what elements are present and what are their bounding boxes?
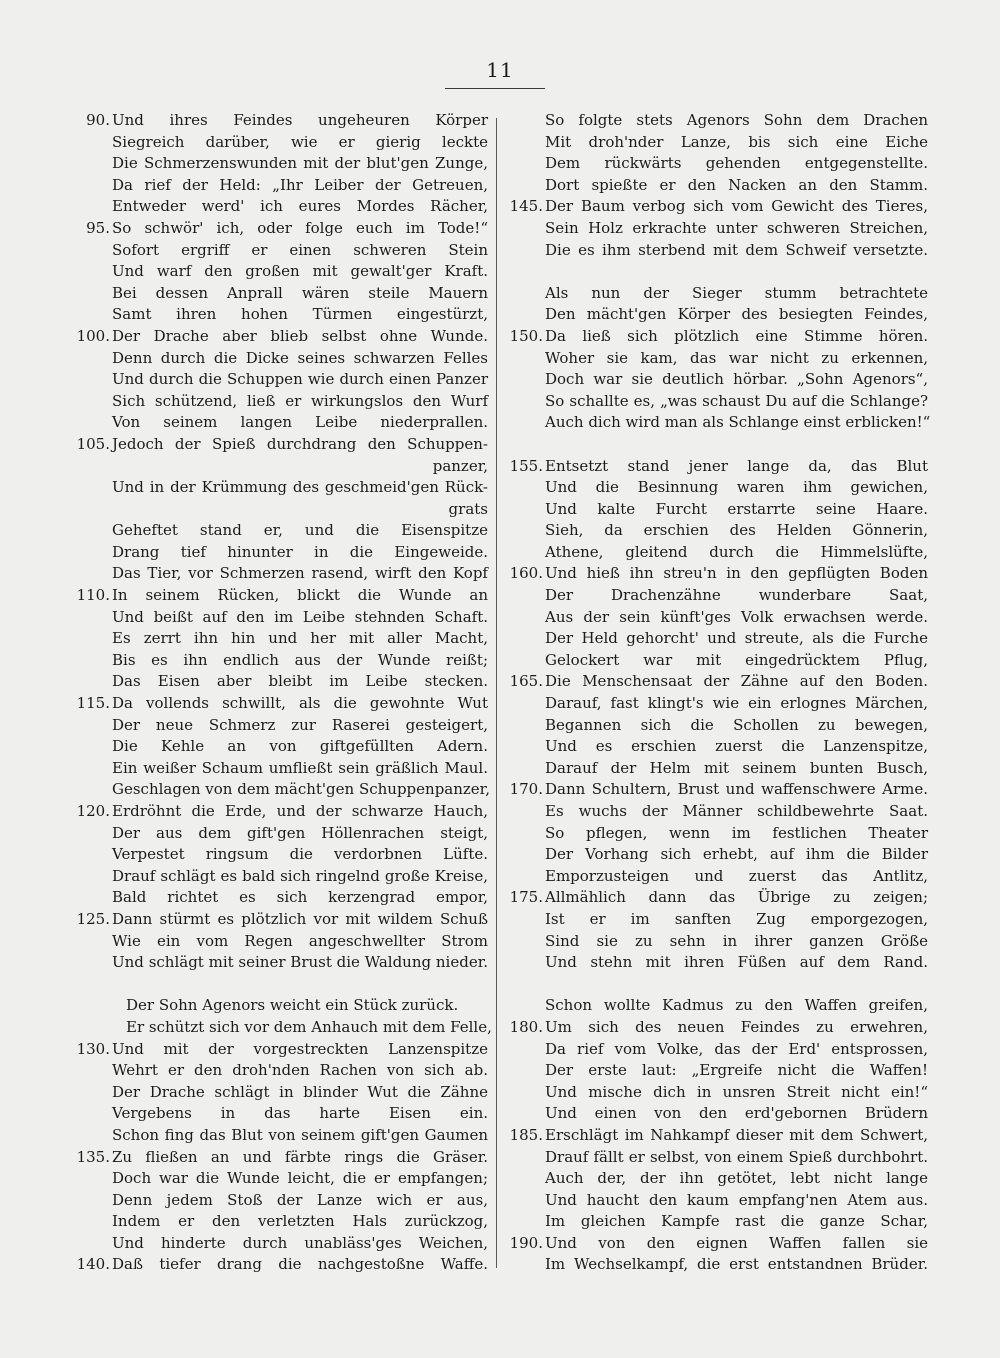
verse-line — [70, 563, 488, 585]
verse-text: Die Menschensaat der Zähne auf den Boden. — [545, 672, 928, 691]
verse-line — [70, 628, 488, 650]
verse-line — [70, 348, 488, 370]
verse-line — [70, 866, 488, 888]
verse-line — [503, 499, 928, 521]
verse-line — [503, 175, 928, 197]
verse-line — [503, 434, 928, 456]
verse-text: Vergebens in das harte Eisen ein. — [112, 1104, 488, 1123]
verse-text: Das Tier, vor Schmerzen rasend, wirft den Kopf — [112, 564, 488, 583]
verse-line — [70, 801, 488, 823]
verse-line — [503, 391, 928, 413]
verse-text: Es wuchs der Männer schildbewehrte Saat. — [545, 802, 928, 820]
verse-text: Mit droh'nder Lanze, bis sich eine Eiche — [545, 132, 928, 151]
verse-text: Begannen sich die Schollen zu bewegen, — [545, 715, 928, 734]
verse-text: Bei dessen Anprall wären steile Mauern — [112, 283, 488, 302]
verse-text: Schon fing das Blut von seinem gift'gen Gaumen — [112, 1125, 488, 1144]
verse-text: Im Wechselkampf, die erst entstandnen Brüder. — [545, 1255, 928, 1274]
verse-line — [503, 304, 928, 326]
line-number: 160. — [509, 564, 543, 583]
line-number: 175. — [509, 888, 543, 907]
verse-text: Und es erschien zuerst die Lanzenspitze, — [545, 737, 928, 756]
verse-line — [70, 974, 488, 996]
verse-line — [503, 348, 928, 370]
verse-line — [70, 1147, 488, 1169]
verse-line — [70, 240, 488, 262]
line-number: 165. — [509, 672, 543, 691]
verse-line — [503, 758, 928, 780]
verse-text: So schwör' ich, oder folge euch im Tode!“ — [112, 218, 488, 237]
verse-text: Und hinderte durch unabläss'ges Weichen, — [112, 1233, 488, 1252]
verse-text: Daß tiefer drang die nachgestoßne Waffe. — [112, 1255, 488, 1274]
verse-text: Dort spießte er den Nacken an den Stamm. — [545, 175, 928, 194]
verse-text: Zu fließen an und färbte rings die Gräser. — [112, 1147, 488, 1166]
verse-text: Entsetzt stand jener lange da, das Blut — [545, 456, 928, 475]
verse-line — [70, 758, 488, 780]
verse-line — [70, 218, 488, 240]
verse-line — [70, 1060, 488, 1082]
line-number: 100. — [76, 326, 110, 345]
left-column — [70, 110, 492, 1276]
line-number: 125. — [76, 909, 110, 928]
verse-text: Und haucht den kaum empfang'nen Atem aus. — [545, 1190, 928, 1209]
verse-text: Und durch die Schuppen wie durch einen Panzer — [112, 370, 488, 389]
verse-text: Im gleichen Kampfe rast die ganze Schar, — [545, 1212, 928, 1231]
verse-text: Da vollends schwillt, als die gewohnte Wut — [112, 694, 488, 713]
verse-line — [70, 1039, 488, 1061]
line-number: 115. — [76, 694, 110, 713]
verse-line — [503, 240, 928, 262]
verse-text: Und beißt auf den im Leibe stehnden Schaft. — [112, 607, 488, 626]
verse-line — [70, 304, 488, 326]
verse-text: Er schützt sich vor dem Anhauch mit dem Felle, — [126, 1017, 492, 1036]
verse-text: So pflegen, wenn im festlichen Theater — [545, 823, 928, 842]
right-column — [503, 110, 931, 1276]
verse-text: So folgte stets Agenors Sohn dem Drachen — [545, 111, 928, 129]
verse-text: Die Kehle an von giftgefüllten Adern. — [112, 737, 488, 756]
verse-line — [70, 261, 488, 283]
page-number: 11 — [486, 58, 514, 82]
verse-line — [503, 607, 928, 629]
verse-text: Denn durch die Dicke seines schwarzen Felles — [112, 348, 488, 367]
verse-text: Wie ein vom Regen angeschwellter Strom — [112, 931, 488, 950]
verse-text: Die es ihm sterbend mit dem Schweif versetzte. — [545, 240, 928, 259]
verse-text: Um sich des neuen Feindes zu erwehren, — [545, 1017, 928, 1036]
verse-line — [70, 650, 488, 672]
verse-line — [70, 995, 488, 1017]
verse-line — [70, 779, 488, 801]
verse-line — [70, 412, 488, 434]
verse-text: Und einen von den erd'gebornen Brüdern — [545, 1104, 928, 1123]
verse-text: Ein weißer Schaum umfließt sein gräßlich Maul. — [112, 758, 488, 777]
verse-text: Sein Holz erkrachte unter schweren Streichen, — [545, 218, 928, 237]
verse-text: Allmählich dann das Übrige zu zeigen; — [545, 888, 928, 907]
line-number: 150. — [509, 326, 543, 345]
verse-line — [70, 671, 488, 693]
verse-text: Doch war sie deutlich hörbar. „Sohn Agenors“, — [545, 370, 928, 389]
verse-text: Emporzusteigen und zuerst das Antlitz, — [545, 866, 928, 885]
verse-text: Der Vorhang sich erhebt, auf ihm die Bilder — [545, 845, 928, 864]
verse-line — [503, 283, 928, 305]
verse-line — [70, 1125, 488, 1147]
line-number: 90. — [86, 111, 110, 129]
verse-line — [70, 1190, 488, 1212]
verse-text: Gelockert war mit eingedrücktem Pflug, — [545, 650, 928, 669]
verse-text: Entweder werd' ich eures Mordes Rächer, — [112, 197, 488, 216]
verse-line — [503, 995, 928, 1017]
verse-line — [503, 261, 928, 283]
verse-text: Sieh, da erschien des Helden Gönnerin, — [545, 521, 928, 540]
verse-text: Jedoch der Spieß durchdrang den Schuppen- — [112, 434, 488, 453]
verse-line — [503, 585, 928, 607]
verse-text: Und kalte Furcht erstarrte seine Haare. — [545, 499, 928, 518]
verse-line — [503, 715, 928, 737]
verse-text: Drauf fällt er selbst, von einem Spieß durchbohrt. — [545, 1147, 928, 1166]
verse-line — [503, 1103, 928, 1125]
verse-text: Da ließ sich plötzlich eine Stimme hören. — [545, 326, 928, 345]
line-number: 190. — [509, 1233, 543, 1252]
verse-text: Geschlagen von dem mächt'gen Schuppenpanzer, — [112, 780, 490, 799]
verse-text: Das Eisen aber bleibt im Leibe stecken. — [112, 672, 488, 691]
verse-line — [503, 974, 928, 996]
verse-line — [70, 607, 488, 629]
verse-line — [70, 715, 488, 737]
verse-line — [70, 326, 488, 348]
line-number: 105. — [76, 434, 110, 453]
verse-text: Der Held gehorcht' und streute, als die Furche — [545, 629, 928, 648]
verse-line — [503, 887, 928, 909]
verse-line — [70, 153, 488, 175]
verse-line — [503, 1125, 928, 1147]
verse-text: Der Drache aber blieb selbst ohne Wunde. — [112, 326, 488, 345]
verse-line — [70, 1082, 488, 1104]
verse-line — [70, 391, 488, 413]
verse-text: Es zerrt ihn hin und her mit aller Macht, — [112, 629, 488, 648]
verse-line — [70, 1103, 488, 1125]
verse-text: Aus der sein künft'ges Volk erwachsen werde. — [545, 607, 928, 626]
verse-line — [503, 218, 928, 240]
verse-text: Und die Besinnung waren ihm gewichen, — [545, 478, 928, 497]
verse-line — [70, 823, 488, 845]
verse-line — [70, 456, 488, 478]
line-number: 120. — [76, 802, 110, 820]
verse-text: grats — [448, 499, 488, 518]
verse-line — [503, 1211, 928, 1233]
verse-line — [503, 1254, 928, 1276]
verse-text: Dann Schultern, Brust und waffenschwere Arme. — [545, 780, 928, 799]
verse-line — [70, 520, 488, 542]
line-number: 180. — [509, 1017, 543, 1036]
verse-text: So schallte es, „was schaust Du auf die Schlange? — [545, 391, 928, 410]
verse-text: Dann stürmt es plötzlich vor mit wildem Schuß — [112, 909, 488, 928]
verse-line — [70, 196, 488, 218]
verse-line — [503, 693, 928, 715]
verse-line — [70, 844, 488, 866]
verse-line — [503, 801, 928, 823]
verse-line — [503, 196, 928, 218]
verse-text: Samt ihren hohen Türmen eingestürzt, — [112, 305, 488, 324]
verse-line — [503, 1147, 928, 1169]
verse-line — [70, 1254, 488, 1276]
verse-line — [503, 650, 928, 672]
line-number: 130. — [76, 1039, 110, 1058]
verse-text: Der aus dem gift'gen Höllenrachen steigt, — [112, 823, 488, 842]
verse-text: Und mische dich in unsren Streit nicht ein!“ — [545, 1082, 928, 1101]
line-number: 110. — [76, 586, 110, 605]
line-number: 95. — [86, 218, 110, 237]
verse-text: Der Drachenzähne wunderbare Saat, — [545, 586, 928, 605]
verse-line — [503, 779, 928, 801]
verse-text: Drauf schlägt es bald sich ringelnd große Kreise, — [112, 866, 488, 885]
verse-text: Ist er im sanften Zug emporgezogen, — [545, 909, 928, 928]
verse-line — [503, 563, 928, 585]
verse-text: panzer, — [432, 456, 488, 475]
verse-line — [70, 1211, 488, 1233]
verse-text: Und hieß ihn streu'n in den gepflügten Boden — [545, 564, 928, 583]
verse-line — [503, 1017, 928, 1039]
verse-text: Der erste laut: „Ergreife nicht die Waffen! — [545, 1061, 928, 1080]
verse-text: Der Sohn Agenors weicht ein Stück zurück. — [126, 996, 459, 1015]
verse-text: Denn jedem Stoß der Lanze wich er aus, — [112, 1190, 488, 1209]
column-divider — [496, 118, 497, 1268]
verse-text: Als nun der Sieger stumm betrachtete — [545, 283, 928, 302]
verse-line — [503, 326, 928, 348]
line-number: 155. — [509, 456, 543, 475]
verse-line — [503, 477, 928, 499]
verse-text: Der Baum verbog sich vom Gewicht des Tieres, — [545, 197, 928, 216]
verse-line — [503, 1082, 928, 1104]
verse-line — [70, 1017, 492, 1039]
verse-text: Sind sie zu sehn in ihrer ganzen Größe — [545, 931, 928, 950]
line-number: 140. — [76, 1255, 110, 1274]
verse-text: Sofort ergriff er einen schweren Stein — [112, 240, 488, 259]
verse-line — [503, 542, 928, 564]
header-rule — [445, 88, 545, 89]
verse-line — [503, 931, 928, 953]
verse-line — [503, 736, 928, 758]
verse-text: Auch der, der ihn getötet, lebt nicht lange — [545, 1169, 928, 1188]
verse-text: Doch war die Wunde leicht, die er empfangen; — [112, 1169, 488, 1188]
verse-line — [70, 477, 488, 499]
verse-line — [503, 1168, 928, 1190]
verse-line — [503, 412, 931, 434]
verse-line — [70, 887, 488, 909]
verse-text: Erschlägt im Nahkampf dieser mit dem Schwert, — [545, 1125, 928, 1144]
verse-line — [70, 110, 488, 132]
verse-text: Und mit der vorgestreckten Lanzenspitze — [112, 1039, 488, 1058]
line-number: 185. — [509, 1125, 543, 1144]
verse-line — [503, 132, 928, 154]
verse-line — [503, 1190, 928, 1212]
verse-line — [70, 542, 488, 564]
verse-line — [503, 866, 928, 888]
verse-text: Erdröhnt die Erde, und der schwarze Hauch, — [112, 802, 488, 820]
verse-line — [503, 1060, 928, 1082]
verse-text: Dem rückwärts gehenden entgegenstellte. — [545, 154, 928, 173]
verse-text: Der neue Schmerz zur Raserei gesteigert, — [112, 715, 488, 734]
verse-text: Darauf der Helm mit seinem bunten Busch, — [545, 758, 928, 777]
verse-line — [503, 844, 928, 866]
verse-text: Schon wollte Kadmus zu den Waffen greifen, — [545, 996, 928, 1015]
verse-line — [70, 369, 488, 391]
verse-text: Sich schützend, ließ er wirkungslos den Wurf — [112, 391, 488, 410]
verse-line — [70, 1233, 488, 1255]
verse-line — [503, 110, 928, 132]
verse-text: In seinem Rücken, blickt die Wunde an — [112, 586, 488, 605]
verse-text: Und stehn mit ihren Füßen auf dem Rand. — [545, 953, 928, 972]
verse-line — [70, 132, 488, 154]
verse-line — [70, 434, 488, 456]
verse-text: Bis es ihn endlich aus der Wunde reißt; — [112, 650, 488, 669]
verse-line — [503, 823, 928, 845]
verse-text: Darauf, fast klingt's wie ein erlognes Märchen, — [545, 694, 928, 713]
verse-line — [70, 175, 488, 197]
verse-text: Der Drache schlägt in blinder Wut die Zähne — [112, 1082, 488, 1101]
verse-line — [503, 628, 928, 650]
verse-text: Geheftet stand er, und die Eisenspitze — [112, 521, 488, 540]
verse-line — [70, 952, 488, 974]
verse-text: Und ihres Feindes ungeheuren Körper — [112, 111, 488, 129]
verse-text: Woher sie kam, das war nicht zu erkennen, — [545, 348, 928, 367]
verse-line — [503, 671, 928, 693]
verse-line — [503, 369, 928, 391]
verse-text: Drang tief hinunter in die Eingeweide. — [112, 542, 488, 561]
verse-text: Den mächt'gen Körper des besiegten Feindes, — [545, 305, 928, 324]
verse-line — [70, 1168, 488, 1190]
verse-text: Wehrt er den droh'nden Rachen von sich ab. — [112, 1061, 488, 1080]
verse-line — [503, 520, 928, 542]
verse-text: Und schlägt mit seiner Brust die Waldung nieder. — [112, 953, 488, 972]
verse-line — [70, 693, 488, 715]
verse-line — [503, 456, 928, 478]
verse-text: Und in der Krümmung des geschmeid'gen Rück- — [112, 478, 488, 497]
verse-text: Indem er den verletzten Hals zurückzog, — [112, 1212, 488, 1231]
verse-text: Verpestet ringsum die verdorbnen Lüfte. — [112, 845, 488, 864]
verse-line — [70, 499, 488, 521]
verse-line — [70, 931, 488, 953]
verse-text: Athene, gleitend durch die Himmelslüfte, — [545, 542, 928, 561]
line-number: 145. — [509, 197, 543, 216]
verse-text: Da rief der Held: „Ihr Leiber der Getreuen, — [112, 175, 488, 194]
line-number: 135. — [76, 1147, 110, 1166]
verse-line — [70, 909, 488, 931]
verse-line — [503, 1233, 928, 1255]
verse-text: Und warf den großen mit gewalt'ger Kraft. — [112, 262, 488, 281]
verse-line — [503, 153, 928, 175]
verse-text: Siegreich darüber, wie er gierig leckte — [112, 132, 488, 151]
verse-line — [70, 736, 488, 758]
line-number: 170. — [509, 780, 543, 799]
verse-line — [70, 283, 488, 305]
verse-line — [503, 909, 928, 931]
verse-text: Die Schmerzenswunden mit der blut'gen Zunge, — [112, 154, 488, 173]
verse-text: Da rief vom Volke, das der Erd' entsprossen, — [545, 1039, 928, 1058]
verse-text: Und von den eignen Waffen fallen sie — [545, 1233, 928, 1252]
verse-line — [70, 585, 488, 607]
verse-line — [503, 952, 928, 974]
verse-line — [503, 1039, 928, 1061]
verse-text: Von seinem langen Leibe niederprallen. — [112, 413, 488, 432]
verse-text: Auch dich wird man als Schlange einst erblicken!“ — [545, 413, 931, 432]
verse-text: Bald richtet es sich kerzengrad empor, — [112, 888, 488, 907]
